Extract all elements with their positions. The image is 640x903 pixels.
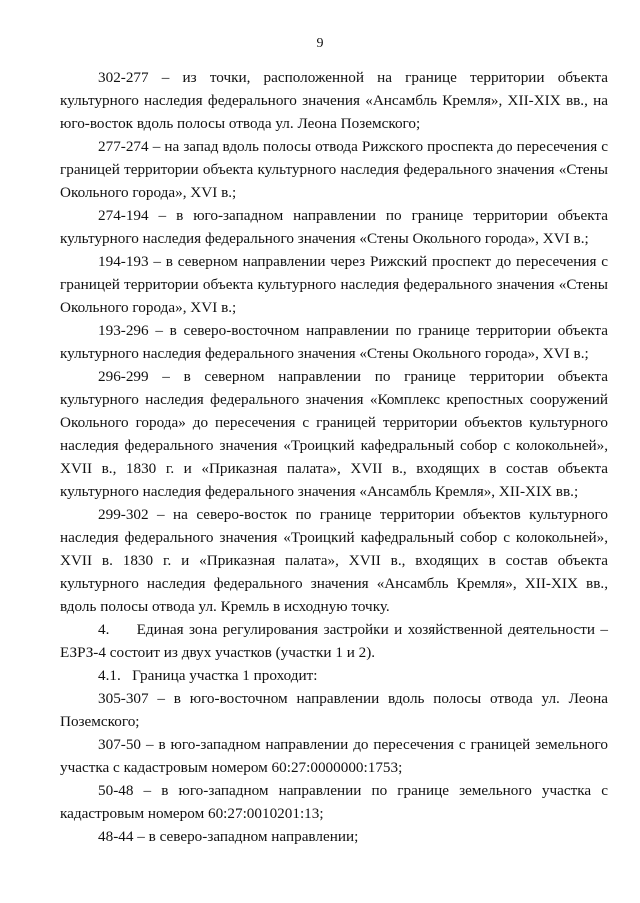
paragraph: 307-50 – в юго-западном направлении до пересечения с границей земельного участка с кадастровым номером 60:27:0000000:1753; (60, 736, 608, 776)
paragraph: 274-194 – в юго-западном направлении по границе территории объекта культурного наследия федерального значения «Стены Окольного города», XVI в.; (60, 207, 608, 247)
paragraph: 299-302 – на северо-восток по границе территории объектов культурного наследия федерального значения «Троицкий кафедральный собор с колокольней», XVII в. 1830 г. и «Приказная палата», XVII в., входящих в состав объекта культурного наследия федерального значения «Ансамбль Кремля», XII-XIX вв., вдоль полосы отвода ул. Кремль в исходную точку. (60, 506, 608, 615)
section-paragraph: 4. Единая зона регулирования застройки и хозяйственной деятельности – ЕЗРЗ-4 состоит из двух участков (участки 1 и 2). (60, 621, 612, 661)
subsection-heading: 4.1. Граница участка 1 проходит: (98, 667, 318, 684)
paragraph: 48-44 – в северо-западном направлении; (98, 828, 359, 845)
paragraph: 277-274 – на запад вдоль полосы отвода Рижского проспекта до пересечения с границей территории объекта культурного наследия федерального значения «Стены Окольного города», XVI в.; (60, 138, 608, 201)
paragraph: 194-193 – в северном направлении через Рижский проспект до пересечения с границей территории объекта культурного наследия федерального значения «Стены Окольного города», XVI в.; (60, 253, 608, 316)
paragraph: 302-277 – из точки, расположенной на границе территории объекта культурного наследия федерального значения «Ансамбль Кремля», XII-XIX вв., на юго-восток вдоль полосы отвода ул. Леона Поземского; (60, 69, 608, 132)
page-number: 9 (316, 36, 324, 51)
paragraph: 193-296 – в северо-восточном направлении по границе территории объекта культурного наследия федерального значения «Стены Окольного города», XVI в.; (60, 322, 608, 362)
paragraph: 305-307 – в юго-восточном направлении вдоль полосы отвода ул. Леона Поземского; (60, 690, 608, 730)
paragraph: 296-299 – в северном направлении по границе территории объекта культурного наследия федерального значения «Комплекс крепостных сооружений Окольного города» до пересечения с границей территории объектов культурного наследия федерального значения «Троицкий кафедральный собор с колокольней», XVII в., 1830 г. и «Приказная палата», XVII в., входящих в состав объекта культурного наследия федерального значения «Ансамбль Кремля», XII-XIX вв.; (60, 368, 608, 500)
document-body (60, 66, 612, 848)
paragraph: 50-48 – в юго-западном направлении по границе земельного участка с кадастровым номером 60:27:0010201:13; (60, 782, 608, 822)
